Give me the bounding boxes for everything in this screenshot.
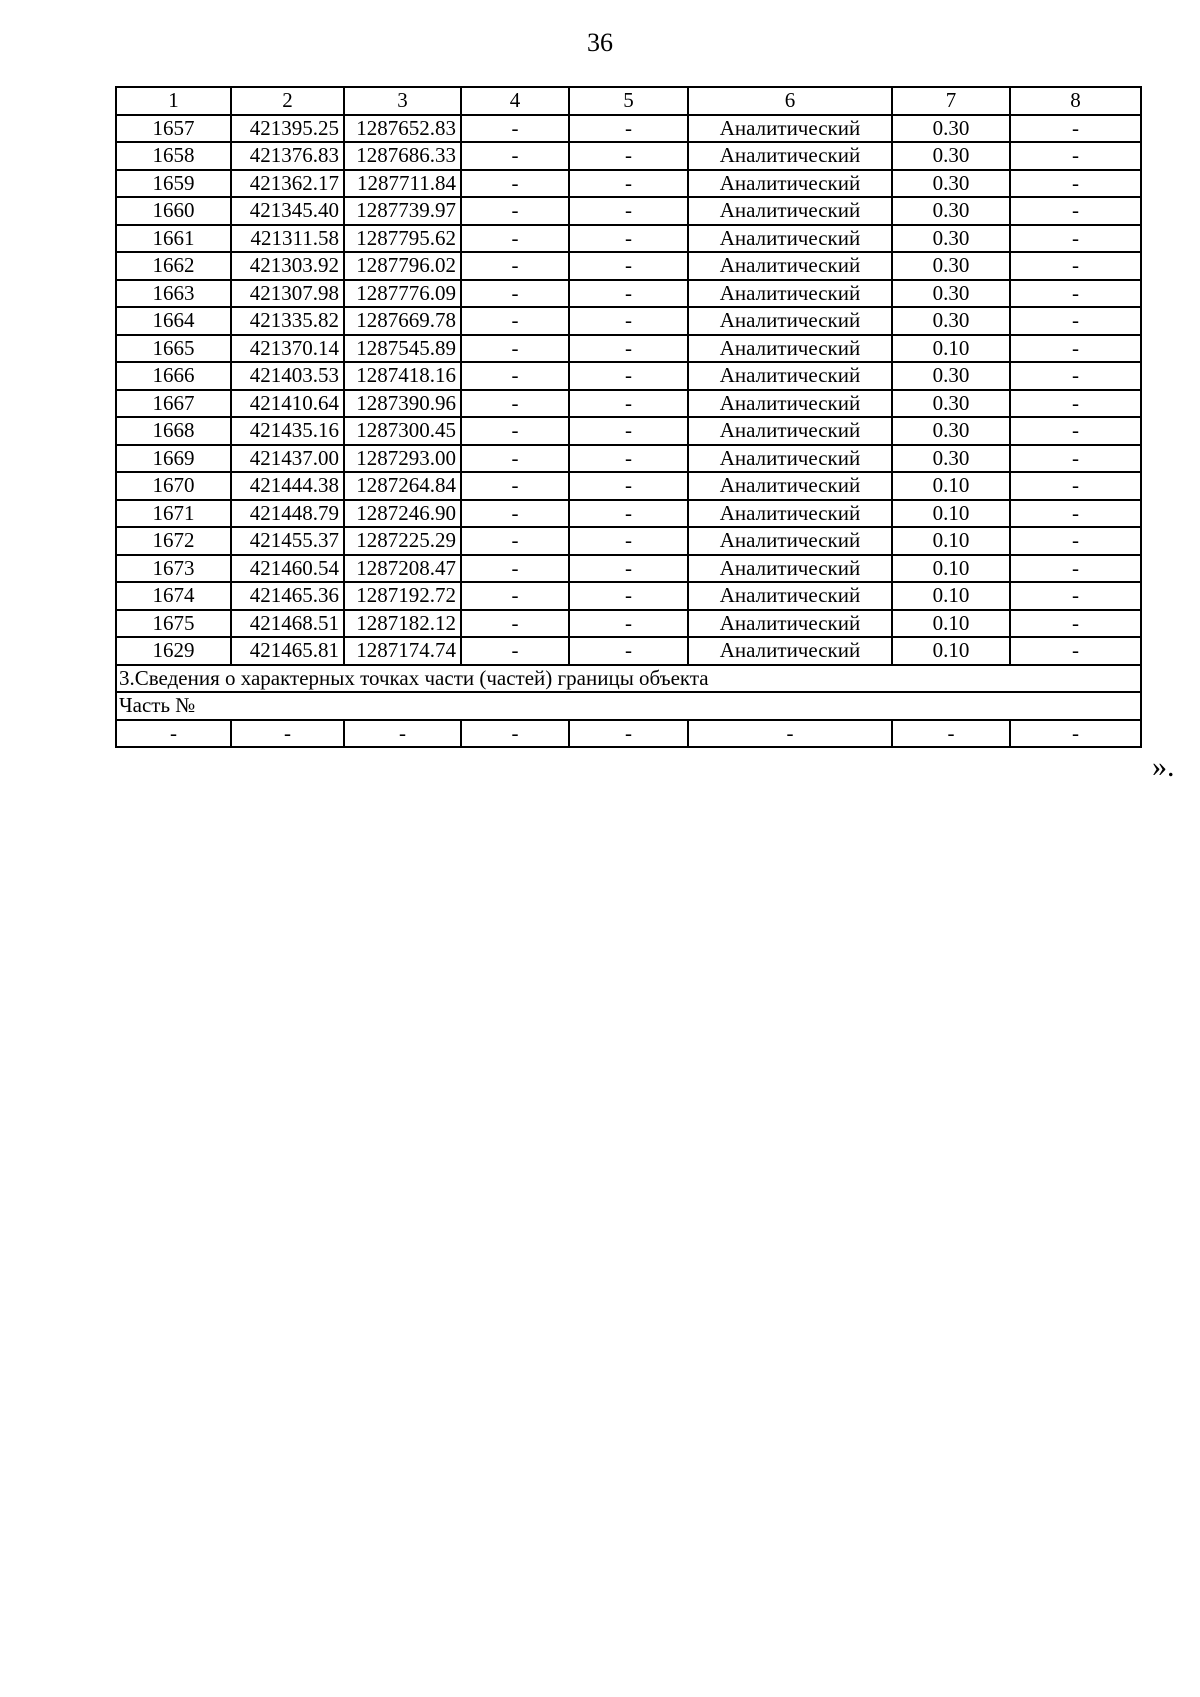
table-cell-col-6: Аналитический	[688, 115, 892, 143]
table-cell-col-7: 0.10	[892, 582, 1010, 610]
table-cell-col-5: -	[569, 252, 688, 280]
empty-cell-col-8: -	[1010, 720, 1141, 748]
table-cell-col-2: 421410.64	[231, 390, 344, 418]
table-cell-col-3: 1287192.72	[344, 582, 461, 610]
table-cell-col-5: -	[569, 472, 688, 500]
column-header-7: 7	[892, 87, 1010, 115]
table-cell-col-1: 1666	[116, 362, 231, 390]
table-cell-col-8: -	[1010, 307, 1141, 335]
table-cell-col-2: 421465.36	[231, 582, 344, 610]
table-cell-col-6: Аналитический	[688, 225, 892, 253]
closing-quote-mark: ».	[1152, 750, 1175, 783]
part-label-row	[116, 692, 1141, 720]
table-cell-col-2: 421303.92	[231, 252, 344, 280]
table-cell-col-4: -	[461, 115, 569, 143]
table-cell-col-1: 1670	[116, 472, 231, 500]
table-cell-col-4: -	[461, 555, 569, 583]
table-cell-col-2: 421311.58	[231, 225, 344, 253]
table-cell-col-2: 421395.25	[231, 115, 344, 143]
table-cell-col-8: -	[1010, 610, 1141, 638]
table-cell-col-4: -	[461, 362, 569, 390]
table-cell-col-4: -	[461, 472, 569, 500]
table-cell-col-7: 0.30	[892, 197, 1010, 225]
empty-cell-col-5: -	[569, 720, 688, 748]
table-row	[116, 225, 1141, 253]
column-header-5: 5	[569, 87, 688, 115]
table-row	[116, 500, 1141, 528]
table-cell-col-7: 0.30	[892, 307, 1010, 335]
table-cell-col-3: 1287390.96	[344, 390, 461, 418]
table-cell-col-7: 0.10	[892, 555, 1010, 583]
table-row	[116, 197, 1141, 225]
empty-cell-col-2: -	[231, 720, 344, 748]
table-cell-col-8: -	[1010, 252, 1141, 280]
table-cell-col-3: 1287652.83	[344, 115, 461, 143]
table-cell-col-4: -	[461, 637, 569, 665]
table-cell-col-2: 421335.82	[231, 307, 344, 335]
table-row	[116, 280, 1141, 308]
table-cell-col-1: 1673	[116, 555, 231, 583]
table-cell-col-8: -	[1010, 500, 1141, 528]
table-cell-col-3: 1287418.16	[344, 362, 461, 390]
table-row	[116, 115, 1141, 143]
table-cell-col-5: -	[569, 197, 688, 225]
table-cell-col-1: 1665	[116, 335, 231, 363]
table-cell-col-6: Аналитический	[688, 362, 892, 390]
empty-cell-col-4: -	[461, 720, 569, 748]
table-cell-col-3: 1287225.29	[344, 527, 461, 555]
table-cell-col-5: -	[569, 582, 688, 610]
table-cell-col-2: 421465.81	[231, 637, 344, 665]
table-row	[116, 390, 1141, 418]
table-cell-col-3: 1287545.89	[344, 335, 461, 363]
table-cell-col-7: 0.30	[892, 390, 1010, 418]
table-row	[116, 307, 1141, 335]
table-cell-col-4: -	[461, 610, 569, 638]
table-cell-col-3: 1287246.90	[344, 500, 461, 528]
table-cell-col-8: -	[1010, 472, 1141, 500]
column-header-2: 2	[231, 87, 344, 115]
table-cell-col-7: 0.30	[892, 225, 1010, 253]
table-body	[116, 87, 1141, 747]
table-cell-col-6: Аналитический	[688, 170, 892, 198]
table-cell-col-6: Аналитический	[688, 445, 892, 473]
empty-part-row	[116, 720, 1141, 748]
table-cell-col-4: -	[461, 142, 569, 170]
table-cell-col-5: -	[569, 417, 688, 445]
table-cell-col-8: -	[1010, 362, 1141, 390]
table-cell-col-6: Аналитический	[688, 417, 892, 445]
coordinates-table	[115, 86, 1142, 748]
table-cell-col-8: -	[1010, 390, 1141, 418]
table-cell-col-3: 1287795.62	[344, 225, 461, 253]
empty-cell-col-3: -	[344, 720, 461, 748]
section-title-row	[116, 665, 1141, 693]
table-cell-col-1: 1668	[116, 417, 231, 445]
table-row	[116, 610, 1141, 638]
table-cell-col-1: 1661	[116, 225, 231, 253]
section-title: 3.Сведения о характерных точках части (частей) границы объекта	[116, 665, 1141, 693]
table-cell-col-1: 1669	[116, 445, 231, 473]
table-cell-col-7: 0.30	[892, 280, 1010, 308]
table-cell-col-5: -	[569, 527, 688, 555]
empty-cell-col-6: -	[688, 720, 892, 748]
page-number: 36	[587, 28, 613, 57]
table-row	[116, 362, 1141, 390]
table-cell-col-5: -	[569, 280, 688, 308]
column-header-6: 6	[688, 87, 892, 115]
table-cell-col-6: Аналитический	[688, 197, 892, 225]
table-cell-col-8: -	[1010, 555, 1141, 583]
table-cell-col-5: -	[569, 610, 688, 638]
table-cell-col-8: -	[1010, 280, 1141, 308]
table-cell-col-8: -	[1010, 115, 1141, 143]
table-cell-col-6: Аналитический	[688, 500, 892, 528]
table-cell-col-5: -	[569, 555, 688, 583]
table-cell-col-7: 0.30	[892, 362, 1010, 390]
table-cell-col-5: -	[569, 225, 688, 253]
table-cell-col-6: Аналитический	[688, 527, 892, 555]
table-cell-col-8: -	[1010, 170, 1141, 198]
table-cell-col-2: 421435.16	[231, 417, 344, 445]
table-cell-col-4: -	[461, 252, 569, 280]
table-cell-col-4: -	[461, 527, 569, 555]
table-cell-col-2: 421448.79	[231, 500, 344, 528]
table-cell-col-6: Аналитический	[688, 142, 892, 170]
table-cell-col-4: -	[461, 582, 569, 610]
table-cell-col-2: 421437.00	[231, 445, 344, 473]
table-cell-col-1: 1659	[116, 170, 231, 198]
table-cell-col-2: 421455.37	[231, 527, 344, 555]
table-cell-col-7: 0.10	[892, 637, 1010, 665]
table-cell-col-7: 0.30	[892, 417, 1010, 445]
table-cell-col-1: 1657	[116, 115, 231, 143]
table-cell-col-3: 1287711.84	[344, 170, 461, 198]
table-cell-col-6: Аналитический	[688, 472, 892, 500]
table-cell-col-7: 0.30	[892, 142, 1010, 170]
table-cell-col-8: -	[1010, 225, 1141, 253]
table-cell-col-2: 421307.98	[231, 280, 344, 308]
table-cell-col-7: 0.10	[892, 500, 1010, 528]
table-cell-col-4: -	[461, 197, 569, 225]
table-cell-col-8: -	[1010, 335, 1141, 363]
table-cell-col-1: 1674	[116, 582, 231, 610]
table-cell-col-8: -	[1010, 197, 1141, 225]
table-cell-col-7: 0.10	[892, 472, 1010, 500]
table-cell-col-3: 1287174.74	[344, 637, 461, 665]
table-cell-col-3: 1287208.47	[344, 555, 461, 583]
table-cell-col-7: 0.30	[892, 115, 1010, 143]
table-cell-col-6: Аналитический	[688, 280, 892, 308]
table-cell-col-4: -	[461, 445, 569, 473]
table-cell-col-8: -	[1010, 637, 1141, 665]
table-cell-col-6: Аналитический	[688, 252, 892, 280]
table-cell-col-6: Аналитический	[688, 307, 892, 335]
table-cell-col-4: -	[461, 307, 569, 335]
table-cell-col-8: -	[1010, 445, 1141, 473]
empty-cell-col-1: -	[116, 720, 231, 748]
table-cell-col-3: 1287739.97	[344, 197, 461, 225]
table-cell-col-4: -	[461, 390, 569, 418]
table-cell-col-6: Аналитический	[688, 610, 892, 638]
table-cell-col-2: 421460.54	[231, 555, 344, 583]
table-cell-col-1: 1662	[116, 252, 231, 280]
table-cell-col-7: 0.10	[892, 335, 1010, 363]
table-cell-col-8: -	[1010, 417, 1141, 445]
table-row	[116, 555, 1141, 583]
table-row	[116, 582, 1141, 610]
table-cell-col-8: -	[1010, 527, 1141, 555]
table-cell-col-2: 421468.51	[231, 610, 344, 638]
table-row	[116, 637, 1141, 665]
table-cell-col-3: 1287182.12	[344, 610, 461, 638]
table-cell-col-6: Аналитический	[688, 637, 892, 665]
table-row	[116, 445, 1141, 473]
table-cell-col-5: -	[569, 445, 688, 473]
table-cell-col-5: -	[569, 307, 688, 335]
table-cell-col-7: 0.30	[892, 252, 1010, 280]
table-cell-col-1: 1660	[116, 197, 231, 225]
table-cell-col-5: -	[569, 142, 688, 170]
table-cell-col-8: -	[1010, 142, 1141, 170]
table-cell-col-7: 0.30	[892, 445, 1010, 473]
table-cell-col-7: 0.10	[892, 610, 1010, 638]
table-cell-col-8: -	[1010, 582, 1141, 610]
table-cell-col-7: 0.10	[892, 527, 1010, 555]
column-header-4: 4	[461, 87, 569, 115]
table-cell-col-3: 1287669.78	[344, 307, 461, 335]
column-header-1: 1	[116, 87, 231, 115]
table-cell-col-4: -	[461, 417, 569, 445]
table-cell-col-3: 1287776.09	[344, 280, 461, 308]
table-row	[116, 417, 1141, 445]
table-cell-col-2: 421345.40	[231, 197, 344, 225]
table-cell-col-6: Аналитический	[688, 555, 892, 583]
table-cell-col-1: 1629	[116, 637, 231, 665]
header-row	[116, 87, 1141, 115]
table-row	[116, 527, 1141, 555]
table-cell-col-5: -	[569, 335, 688, 363]
table-row	[116, 252, 1141, 280]
table-cell-col-4: -	[461, 170, 569, 198]
table-cell-col-5: -	[569, 170, 688, 198]
table-cell-col-1: 1672	[116, 527, 231, 555]
table-cell-col-1: 1658	[116, 142, 231, 170]
table-cell-col-2: 421376.83	[231, 142, 344, 170]
table-cell-col-1: 1664	[116, 307, 231, 335]
table-cell-col-6: Аналитический	[688, 390, 892, 418]
table-cell-col-2: 421444.38	[231, 472, 344, 500]
part-number-label: Часть №	[116, 692, 1141, 720]
table-cell-col-6: Аналитический	[688, 582, 892, 610]
empty-cell-col-7: -	[892, 720, 1010, 748]
table-cell-col-4: -	[461, 500, 569, 528]
table-cell-col-6: Аналитический	[688, 335, 892, 363]
table-cell-col-4: -	[461, 280, 569, 308]
table-cell-col-5: -	[569, 362, 688, 390]
table-cell-col-3: 1287796.02	[344, 252, 461, 280]
column-header-8: 8	[1010, 87, 1141, 115]
table-cell-col-3: 1287686.33	[344, 142, 461, 170]
table-cell-col-1: 1667	[116, 390, 231, 418]
table-row	[116, 335, 1141, 363]
table-cell-col-4: -	[461, 335, 569, 363]
table-cell-col-2: 421362.17	[231, 170, 344, 198]
table-cell-col-2: 421370.14	[231, 335, 344, 363]
table-cell-col-5: -	[569, 115, 688, 143]
table-row	[116, 472, 1141, 500]
table-cell-col-5: -	[569, 500, 688, 528]
table-cell-col-5: -	[569, 390, 688, 418]
table-cell-col-1: 1663	[116, 280, 231, 308]
column-header-3: 3	[344, 87, 461, 115]
table-cell-col-5: -	[569, 637, 688, 665]
table-row	[116, 142, 1141, 170]
table-cell-col-3: 1287300.45	[344, 417, 461, 445]
table-row	[116, 170, 1141, 198]
table-cell-col-7: 0.30	[892, 170, 1010, 198]
table-cell-col-3: 1287293.00	[344, 445, 461, 473]
table-cell-col-1: 1675	[116, 610, 231, 638]
table-cell-col-1: 1671	[116, 500, 231, 528]
table-cell-col-4: -	[461, 225, 569, 253]
table-cell-col-3: 1287264.84	[344, 472, 461, 500]
table-cell-col-2: 421403.53	[231, 362, 344, 390]
